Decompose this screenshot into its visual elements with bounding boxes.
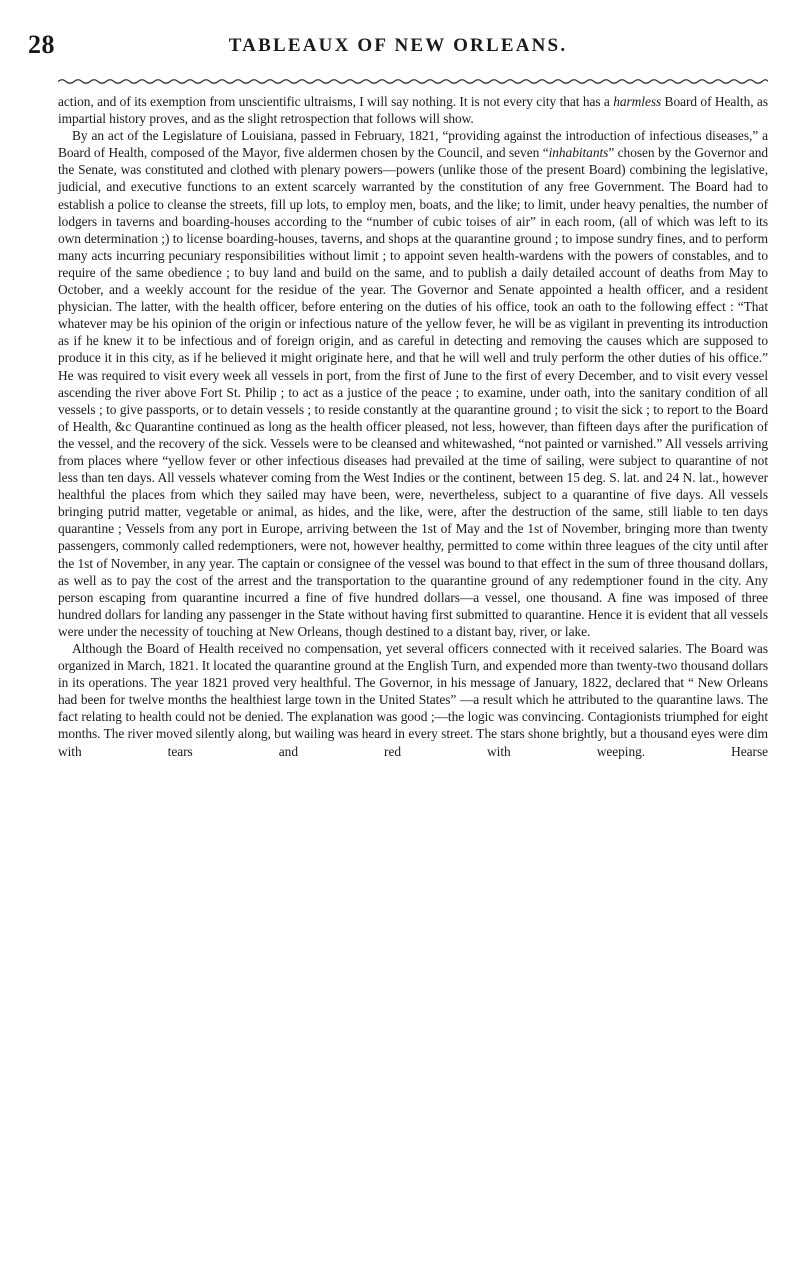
p3-text-1: Although the Board of Health received no compensation, yet several officers connected with it received salaries. The Board was organized in March, 1821. It located the quarantine ground at the English Turn, and expended more than twenty-two thousand dollars in its operations. The year 1821 proved very healthful. The Governor, in his message of January, 1822, declared that “ New Orleans had been for twelve months the healthiest large town in the United States” —a result which he attributed to the quarantine laws. The fact relating to health could not be denied. The explanation was good ;—the logic was convincing. Contagionists triumphed for eight months. The river moved silently along, but wailing was heard in every street. The stars shone brightly, but a thousand eyes were dim with tears and red with weeping. Hearse (58, 641, 768, 759)
ornamental-wavy-rule (58, 78, 768, 85)
paragraph-1 (58, 93, 768, 127)
p1-text-1: action, and of its exemption from unscientific ultraisms, I will say nothing. It is not every city that has a (58, 94, 614, 109)
p2-emphasis-inhabitants: inhabitants (548, 145, 609, 161)
p1-text-2: Board of Health, as impartial history proves, and as the slight retrospection that follows will show. (58, 94, 768, 127)
p1-emphasis-harmless: harmless (613, 94, 662, 109)
page-number: 28 (28, 30, 55, 59)
p2-text-2: ” chosen by the Governor and the Senate, was constituted and clothed with plenary powers—powers (unlike those of the present Board) combining the legislative, judicial, and executive functions to an extent scarcely warranted by the constitution of any free Government. The Board had to establish a police to cleanse the streets, fill up lots, to employ men, boats, and the like; to limit, under heavy penalties, the number of lodgers in taverns and boarding-houses according to the “number of cubic toises of air” in each room, (all of which was left to its own determination ;) to license boarding-houses, taverns, and shops at the quarantine ground ; to impose sundry fines, and to perform many acts incurring pecuniary responsibilities without limit ; to appoint seven health-wardens with the powers of constables, and to require of the same obedience ; to buy land and build on the same, and to publish a daily detailed account of deaths from May to October, and a weekly account for the residue of the year. The Governor and Senate appointed a health officer, and a resident physician. The latter, with the health officer, before entering on the duties of his office, took an oath to the following effect : “That whatever may be his opinion of the origin or infectious nature of the yellow fever, he will be as vigilant in preventing its introduction as if he knew it to be infectious and of foreign origin, and as careful in detecting and removing the causes which are supposed to produce it in this city, as if he believed it might originate here, and that he will well and truly perform the other duties of his office.” He was required to visit every week all vessels in port, from the first of June to the first of every December, and to visit every vessel ascending the river above Fort St. Philip ; to act as a justice of the peace ; to examine, under oath, into the sanitary condition of all vessels ; to give passports, or to detain vessels ; to reside constantly at the quarantine ground ; to visit the sick ; to report to the Board of Health, &c Quarantine continued as long as the health officer pleased, not less, however, than fifteen days after the purification of the vessel, and the recovery of the sick. Vessels were to be cleansed and whitewashed, “not painted or varnished.” All vessels arriving from places where “yellow fever or other infectious diseases had prevailed at the time of sailing, were subject to quarantine of not less than ten days. All vessels whatever coming from the West Indies or the continent, between 15 deg. S. lat. and 24 N. lat., however healthful the places from which they sailed may have been, were, nevertheless, subject to a quarantine of five days. All vessels bringing putrid matter, vegetable or animal, as hides, and the like, were, after the destruction of the same, still liable to ten days quarantine ; Vessels from any port in Europe, arriving between the 1st of May and the 1st of November, bringing more than twenty passengers, commonly called redemptioners, were not, however healthy, permitted to come within three leagues of the city until after the 1st of November, in any year. The captain or consignee of the vessel was bound to that effect in the sum of three thousand dollars, as well as to pay the cost of the arrest and the transportation to the quarantine ground of any redemptioner found in the city. Any person escaping from quarantine incurred a fine of five hundred dollars—a vessel, one thousand. A fine was imposed of three hundred dollars for landing any passenger in the State without having first submitted to quarantine. Hence it is evident that all vessels were under the necessity of touching at New Orleans, though destined to a distant bay, river, or lake. (58, 145, 768, 639)
page-header (28, 30, 768, 60)
paragraph-3 (58, 640, 768, 760)
body-text (58, 93, 768, 760)
p2-text-1: By an act of the Legislature of Louisiana, passed in February, 1821, “providing against the introduction of infectious diseases,” a Board of Health, composed of the Mayor, five aldermen chosen by the Council, and seven “ (58, 128, 768, 161)
running-title: TABLEAUX OF NEW ORLEANS. (228, 35, 568, 56)
wavy-rule-graphic (58, 78, 768, 85)
paragraph-2 (58, 127, 768, 640)
